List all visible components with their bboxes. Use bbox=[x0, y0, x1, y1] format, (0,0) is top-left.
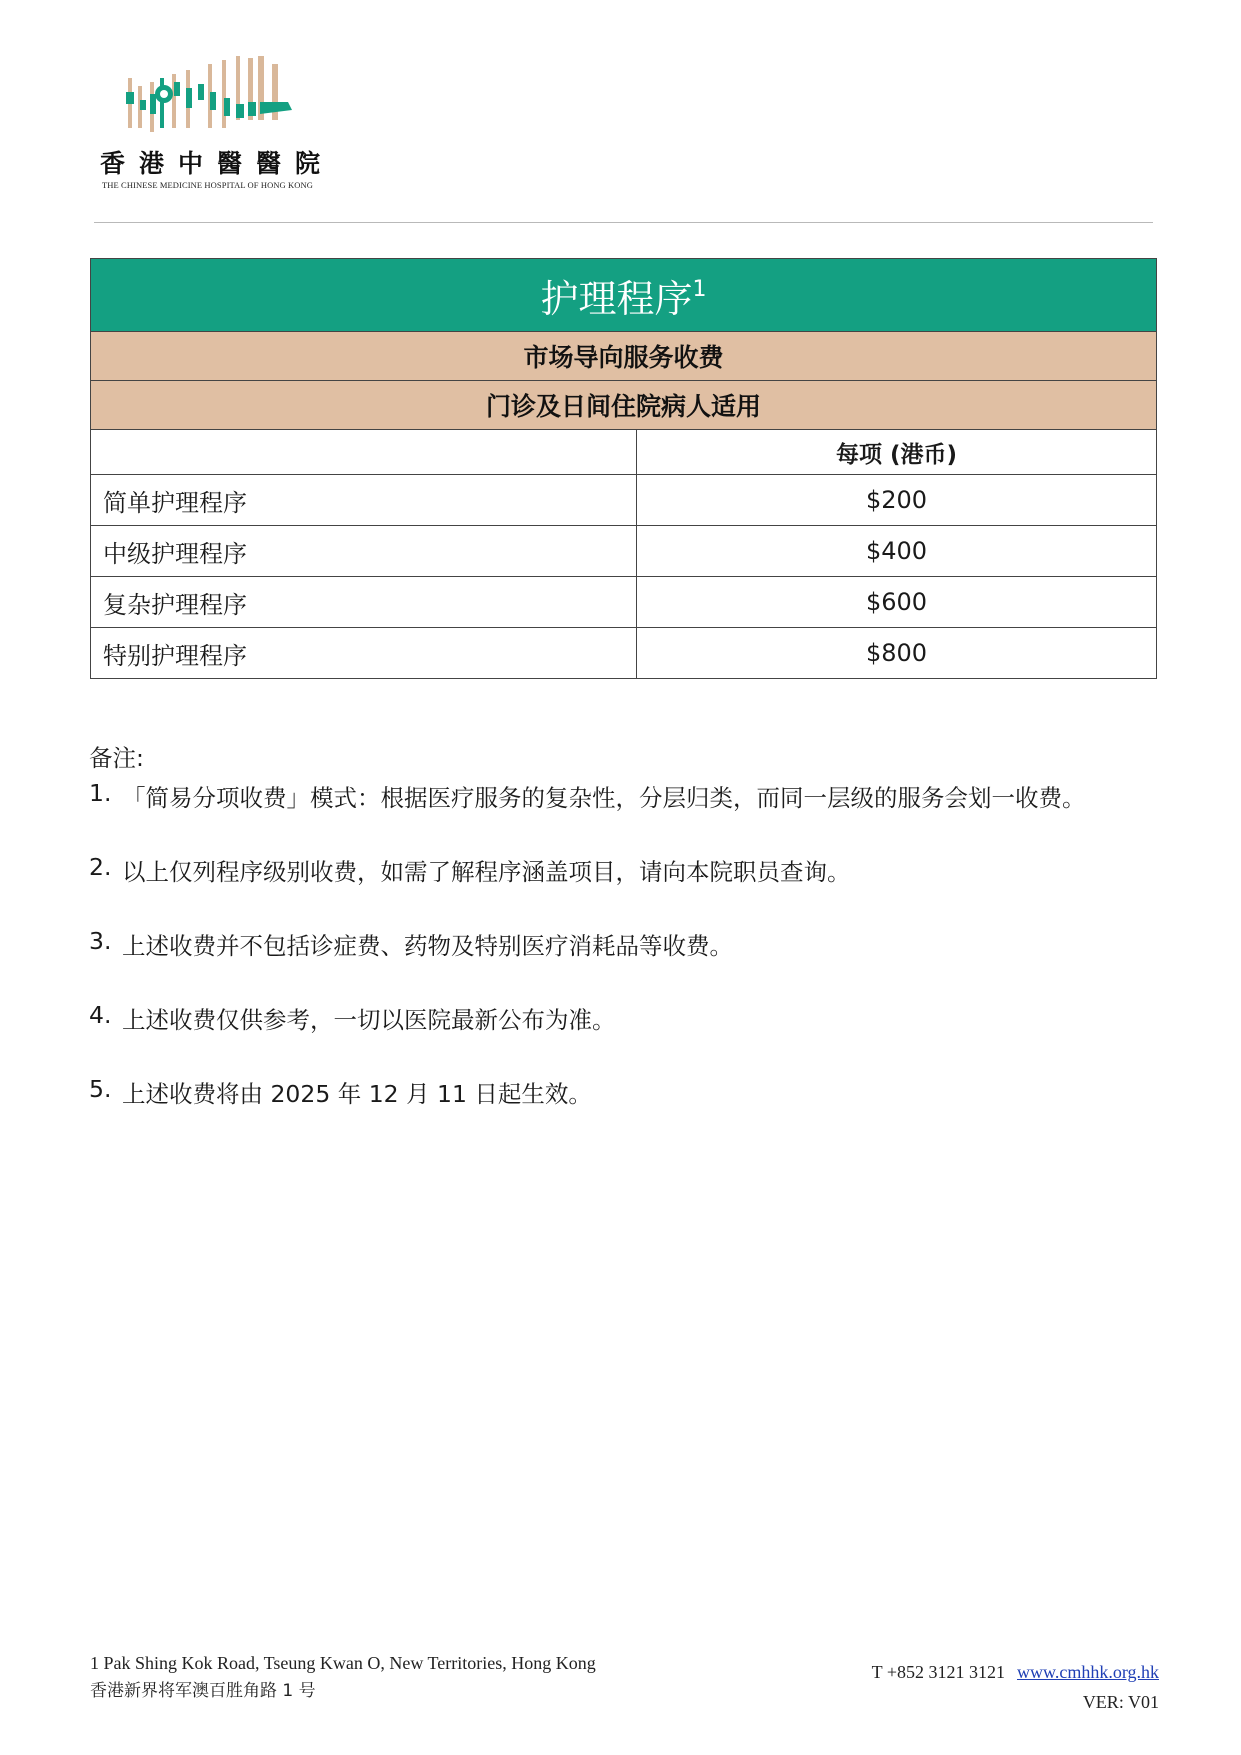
procedure-price: $200 bbox=[637, 475, 1157, 526]
note-text: 上述收费并不包括诊症费、药物及特别医疗消耗品等收费。 bbox=[122, 932, 733, 960]
contact-line bbox=[872, 1657, 1159, 1687]
hospital-logo bbox=[100, 56, 345, 196]
note-item bbox=[89, 927, 1189, 961]
note-number: 4. bbox=[89, 1001, 112, 1029]
phone-number: T +852 3121 3121 bbox=[871, 1662, 1005, 1682]
band-row-applicability bbox=[91, 381, 1157, 430]
table-row bbox=[91, 628, 1157, 679]
header-divider bbox=[94, 222, 1153, 223]
note-number: 5. bbox=[89, 1075, 112, 1103]
note-text: 以上仅列程序级别收费，如需了解程序涵盖项目，请向本院职员查询。 bbox=[122, 858, 851, 886]
procedure-price: $800 bbox=[637, 628, 1157, 679]
note-number: 2. bbox=[89, 853, 112, 881]
procedure-name: 复杂护理程序 bbox=[91, 577, 637, 628]
table-title-text: 护理程序 bbox=[540, 276, 693, 321]
hospital-logo-bars-icon bbox=[126, 56, 306, 136]
table-row bbox=[91, 526, 1157, 577]
note-item bbox=[89, 1075, 1189, 1109]
hospital-name-chinese: 香港中醫醫院 bbox=[100, 149, 335, 178]
fee-table bbox=[90, 258, 1157, 679]
note-number: 1. bbox=[89, 779, 112, 807]
footer-contact bbox=[872, 1657, 1159, 1717]
footer-address bbox=[90, 1649, 596, 1705]
website-link[interactable]: www.cmhhk.org.hk bbox=[1017, 1662, 1159, 1682]
note-text: 上述收费仅供参考，一切以医院最新公布为准。 bbox=[122, 1006, 616, 1034]
notes-heading: 备注: bbox=[89, 744, 144, 772]
note-item bbox=[89, 779, 1189, 813]
note-item bbox=[89, 853, 1189, 887]
table-row bbox=[91, 577, 1157, 628]
table-title-footnote-mark: 1 bbox=[692, 276, 707, 302]
procedure-price: $400 bbox=[637, 526, 1157, 577]
procedure-price: $600 bbox=[637, 577, 1157, 628]
table-title-row bbox=[91, 259, 1157, 332]
table-title bbox=[91, 259, 1157, 332]
hospital-name-english: THE CHINESE MEDICINE HOSPITAL OF HONG KONG bbox=[102, 180, 313, 190]
column-header-price: 每项 (港币) bbox=[637, 430, 1157, 475]
band-fee-type: 市场导向服务收费 bbox=[91, 332, 1157, 381]
procedure-name: 特别护理程序 bbox=[91, 628, 637, 679]
band-applicability: 门诊及日间住院病人适用 bbox=[91, 381, 1157, 430]
note-number: 3. bbox=[89, 927, 112, 955]
note-text: 上述收费将由 2025 年 12 月 11 日起生效。 bbox=[122, 1080, 592, 1108]
note-text: 「简易分项收费」模式：根据医疗服务的复杂性，分层归类，而同一层级的服务会划一收费。 bbox=[122, 784, 1086, 812]
address-chinese: 香港新界将军澳百胜角路 1 号 bbox=[90, 1681, 316, 1701]
procedure-name: 中级护理程序 bbox=[91, 526, 637, 577]
procedure-name: 简单护理程序 bbox=[91, 475, 637, 526]
address-english: 1 Pak Shing Kok Road, Tseung Kwan O, New Territories, Hong Kong bbox=[90, 1653, 596, 1673]
version-label: VER: V01 bbox=[1082, 1692, 1159, 1712]
note-item bbox=[89, 1001, 1189, 1035]
band-row-fee-type bbox=[91, 332, 1157, 381]
column-header-row bbox=[91, 430, 1157, 475]
table-row bbox=[91, 475, 1157, 526]
column-header-blank bbox=[91, 430, 637, 475]
notes-section bbox=[89, 739, 1189, 1109]
